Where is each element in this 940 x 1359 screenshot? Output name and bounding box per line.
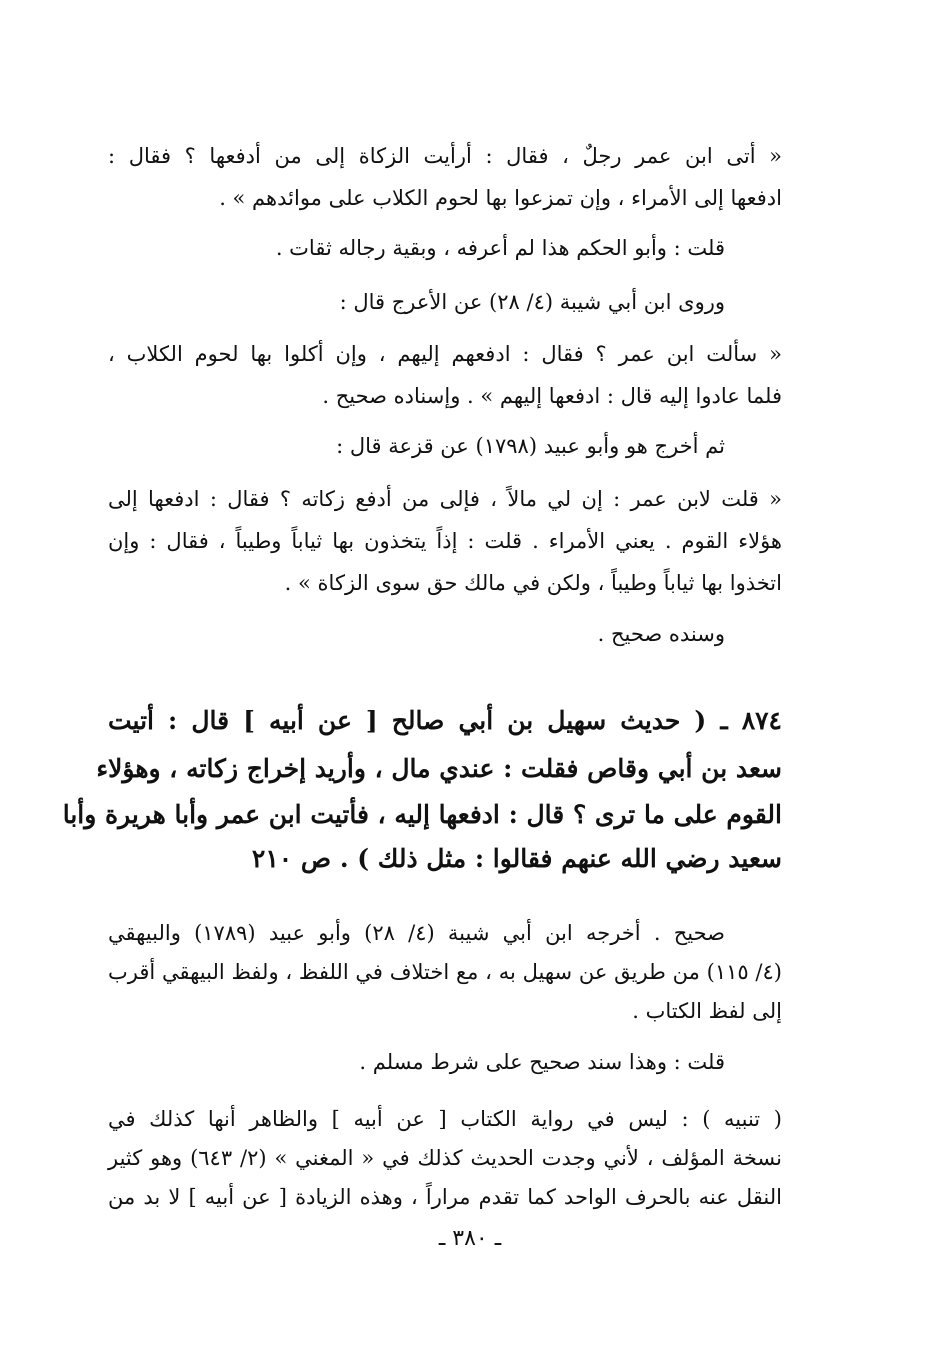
text-line: ( تنبيه ) : ليس في رواية الكتاب [ عن أبيه ] والظاهر أنها كذلك في [108,1107,782,1131]
text-line: ثم أخرج هو وأبو عبيد (١٧٩٨) عن قزعة قال : [336,434,725,458]
text-line: نسخة المؤلف ، لأني وجدت الحديث كذلك في « المغني » (٢/ ٦٤٣) وهو كثير [108,1146,782,1170]
hadith-line: سعيد رضي الله عنهم فقالوا : مثل ذلك ) . ص ٢١٠ [251,844,782,873]
text-line: (٤/ ١١٥) من طريق عن سهيل به ، مع اختلاف في اللفظ ، ولفظ البيهقي أقرب [108,960,782,984]
text-line: وروى ابن أبي شيبة (٤/ ٢٨) عن الأعرج قال : [339,290,725,314]
text-line: فلما عادوا إليه قال : ادفعها إليهم » . وإسناده صحيح . [322,384,782,408]
page-number: ـ ٣٨٠ ـ [438,1226,502,1251]
text-line: « قلت لابن عمر : إن لي مالاً ، فإلى من أدفع زكاته ؟ فقال : ادفعها إلى [108,487,782,511]
text-line: « أتى ابن عمر رجلٌ ، فقال : أرأيت الزكاة إلى من أدفعها ؟ فقال : [108,144,782,168]
hadith-line: القوم على ما ترى ؟ قال : ادفعها إليه ، فأتيت ابن عمر وأبا هريرة وأبا [62,800,782,829]
text-line: هؤلاء القوم . يعني الأمراء . قلت : إذاً يتخذون بها ثياباً وطيباً ، فقال : وإن [108,529,782,553]
text-line: وسنده صحيح . [597,622,725,646]
text-line: اتخذوا بها ثياباً وطيباً ، ولكن في مالك حق سوى الزكاة » . [284,571,782,595]
text-line: صحيح . أخرجه ابن أبي شيبة (٤/ ٢٨) وأبو عبيد (١٧٨٩) والبيهقي [108,921,725,945]
text-line: قلت : وأبو الحكم هذا لم أعرفه ، وبقية رجاله ثقات . [275,236,725,260]
text-line: قلت : وهذا سند صحيح على شرط مسلم . [359,1050,725,1074]
text-line: النقل عنه بالحرف الواحد كما تقدم مراراً ، وهذه الزيادة [ عن أبيه ] لا بد من [108,1185,782,1209]
text-line: « سألت ابن عمر ؟ فقال : ادفعهم إليهم ، وإن أكلوا بها لحوم الكلاب ، [108,342,782,366]
hadith-line: ٨٧٤ ـ ( حديث سهيل بن أبي صالح [ عن أبيه ] قال : أتيت [108,706,782,735]
text-line: إلى لفظ الكتاب . [632,999,782,1023]
hadith-line: سعد بن أبي وقاص فقلت : عندي مال ، وأريد إخراج زكاته ، وهؤلاء [96,754,782,783]
text-line: ادفعها إلى الأمراء ، وإن تمزعوا بها لحوم الكلاب على موائدهم » . [219,186,782,210]
